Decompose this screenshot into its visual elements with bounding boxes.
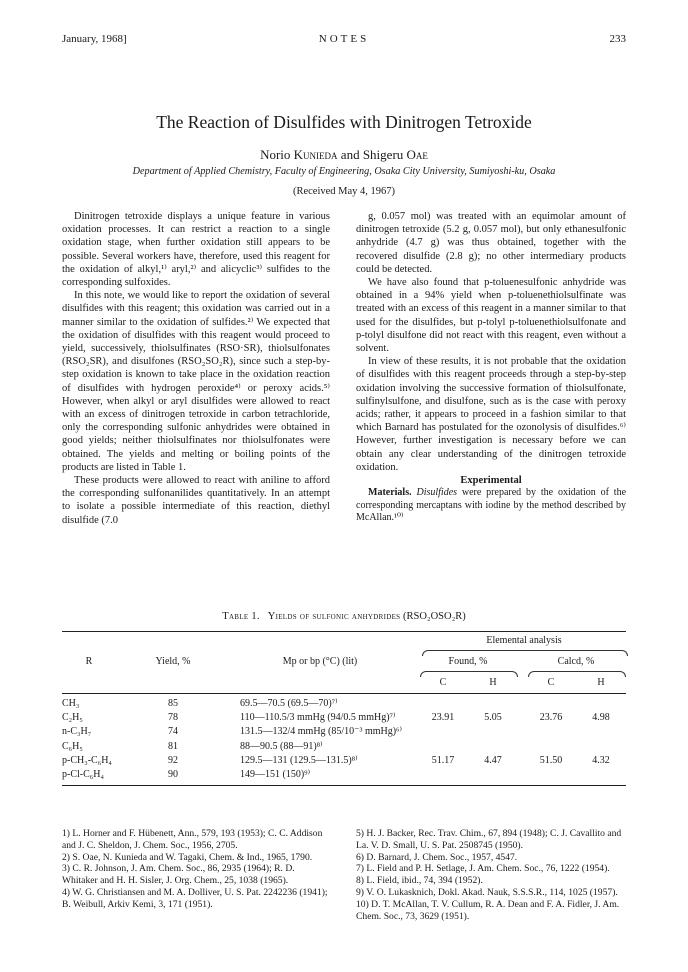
body-column-right [356, 210, 626, 525]
author1-first: Norio [260, 147, 291, 162]
materials-label: Materials. [368, 487, 412, 499]
author2-first: Shigeru [362, 147, 404, 162]
footnote: 9) V. O. Lukasknich, Dokl. Akad. Nauk, S.S.S.R., 114, 1025 (1957). [356, 886, 618, 898]
header-elemental-analysis: Elemental analysis [486, 635, 562, 646]
body-paragraph: In view of these results, it is not probable that the oxidation of disulfides with this reagent proceeds through a step-by-step oxidation involving the successive formation of thiolsulfonate, sulfinylsulfone, and disulfone, such as is the case with peroxy acids; rather, it appears to proceed in a fashion similar to that which Barnard has postulated for the ozonolysis of disulfides.⁶⁾ However, further investigation is necessary before we can obtain any clear understanding of the dinitrogen tetroxide oxidation. [356, 356, 626, 473]
header-found-c: C [439, 677, 447, 688]
table-cell-ch: 4.98 [592, 712, 610, 724]
table-cell-fc: 23.91 [431, 712, 455, 724]
footnote: 1) L. Horner and F. Hübenett, Ann., 579, 193 (1953); C. C. Addison and J. C. Sheldon, J. Chem. Soc., 1956, 2705. [62, 828, 323, 851]
table-cell-mp: 110—110.5/3 mmHg (94/0.5 mmHg)⁷⁾ [240, 712, 396, 724]
footnote: 2) S. Oae, N. Kunieda and W. Tagaki, Chem. & Ind., 1965, 1790. [62, 851, 313, 863]
header-found-h: H [489, 677, 497, 688]
table-caption-formula: (RSO₂OSO₂R) [403, 611, 466, 622]
footnote: 3) C. R. Johnson, J. Am. Chem. Soc., 86, 2935 (1964); R. D. Whitaker and H. H. Sisler, J. Org. Chem., 25, 1038 (1965). [62, 863, 295, 887]
header-r: R [85, 656, 93, 667]
table-header-rule [62, 693, 626, 694]
table-cell-yield: 81 [168, 740, 178, 752]
footnote: 10) D. T. McAllan, T. V. Cullum, R. A. Dean and F. A. Fidler, J. Am. Chem. Soc., 73, 3629 (1951). [356, 898, 620, 922]
body-column-left [62, 210, 330, 527]
table-top-rule [62, 631, 626, 632]
table-cell-fh: 5.05 [484, 712, 502, 724]
table-cell-cc: 51.50 [539, 754, 563, 766]
table-caption-title: Yields of sulfonic anhydrides [267, 611, 401, 622]
author-line [0, 147, 688, 163]
footnote: 4) W. G. Christiansen and M. A. Dolliver, U. S. Pat. 2242236 (1941); B. Weibull, Arkiv Kemi, 3, 171 (1951). [62, 886, 328, 910]
header-section: NOTES [318, 33, 370, 45]
table-cell-r: CH₃ [62, 698, 80, 709]
header-found: Found, % [448, 656, 488, 667]
table-cell-r: p-Cl-C₆H₄ [62, 769, 104, 780]
header-page-number: 233 [609, 33, 626, 45]
table-cell-mp: 69.5—70.5 (69.5—70)⁷⁾ [240, 698, 338, 709]
header-date: January, 1968] [62, 33, 127, 45]
footnote: 5) H. J. Backer, Rec. Trav. Chim., 67, 894 (1948); C. J. Cavallito and La. V. D. Small, U. S. Pat. 2508745 (1950). [356, 828, 622, 851]
body-paragraph: g, 0.057 mol) was treated with an equimolar amount of dinitrogen tetroxide (5.2 g, 0.057 mol), but only ethanesulfonic anhydride (4.7 g) was thus obtained, together with the recovered disulfide (2.8 g); no other intermediary products could be detected. [356, 211, 626, 275]
header-mp: Mp or bp (°C) (lit) [282, 656, 358, 667]
table-cell-yield: 74 [168, 726, 178, 738]
table-cell-mp: 129.5—131 (129.5—131.5)⁸⁾ [240, 754, 358, 766]
body-paragraph: In this note, we would like to report the oxidation of several disulfides with this reagent; this oxidation was carried out in a manner similar to the oxidation of sulfides.²⁾ We expected that the oxidation of disulfides with this reagent would proceed to yield, successively, thiolsulfinates (RSO·SR), thiolsulfonates (RSO₂SR), and disulfones (RSO₂SO₂R), since such a step-by-step oxidation is known to take place in the oxidation reaction of disulfides with hydrogen peroxide⁴⁾ or peroxy acids.⁵⁾ However, when alkyl or aryl disulfides were allowed to react with an excess of dinitrogen tetroxide in carbon tetrachloride, only the corresponding sulfonic anhydrides were obtained in good yields; neither thiolsulfinates nor thiolsulfonates were obtained. The yields and melting or boiling points of the products are listed in Table 1. [62, 290, 330, 473]
affiliation: Department of Applied Chemistry, Faculty of Engineering, Osaka City University, Sumiyoshi-ku, Osaka [132, 166, 556, 177]
running-header [62, 33, 626, 49]
table-cell-r: n-C₃H₇ [62, 726, 92, 738]
footnote: 7) L. Field and P. H. Setlage, J. Am. Chem. Soc., 76, 1222 (1954). [356, 863, 610, 875]
table-cell-yield: 92 [168, 754, 178, 766]
table-caption [0, 611, 688, 622]
body-paragraph: These products were allowed to react with aniline to afford the corresponding sulfonanilides quantitatively. In an attempt to isolate a possible intermediate of this reaction, diethyl disulfide (7.0 [62, 475, 330, 526]
table-cell-mp: 149—151 (150)⁹⁾ [240, 769, 311, 780]
received-date: (Received May 4, 1967) [292, 186, 396, 197]
table-bottom-rule [62, 785, 626, 786]
table-caption-label: Table 1. [222, 611, 260, 622]
table-cell-mp: 88—90.5 (88—91)⁸⁾ [240, 740, 323, 752]
header-calcd: Calcd, % [557, 656, 595, 667]
materials-paragraph [356, 487, 626, 525]
header-calcd-h: H [597, 677, 605, 688]
footnotes-left [62, 828, 332, 911]
author2-last: Oae [406, 147, 428, 162]
materials-italic: Disulfides [416, 487, 458, 499]
table-cell-r: C₆H₅ [62, 740, 83, 752]
footnote: 8) L. Field, ibid., 74, 394 (1952). [356, 875, 483, 887]
table-cell-r: p-CH₃-C₆H₄ [62, 754, 112, 766]
table-cell-yield: 85 [168, 698, 178, 709]
header-yield: Yield, % [155, 656, 191, 667]
footnotes-right [356, 828, 626, 922]
table-cell-mp: 131.5—132/4 mmHg (85/10⁻³ mmHg)⁶⁾ [240, 726, 402, 738]
table-cell-ch: 4.32 [592, 754, 610, 766]
table-cell-fc: 51.17 [431, 754, 455, 766]
header-calcd-c: C [547, 677, 555, 688]
experimental-heading: Experimental [460, 475, 522, 487]
footnote: 6) D. Barnard, J. Chem. Soc., 1957, 4547. [356, 851, 518, 863]
article-title: The Reaction of Disulfides with Dinitrogen Tetroxide [156, 112, 532, 132]
author-and: and [340, 147, 360, 162]
table-cell-yield: 78 [168, 712, 178, 724]
body-paragraph: Dinitrogen tetroxide displays a unique feature in various oxidation processes. It can restrict a reaction to a single oxidation stage, when further oxidation still appears to be possible. Several workers have, therefore, used this reagent for the oxidation of alkyl,¹⁾ aryl,²⁾ and alicyclic³⁾ sulfides to the corresponding sulfoxides. [62, 211, 330, 289]
table-cell-yield: 90 [168, 769, 178, 780]
materials-text: were prepared by the oxidation of the corresponding mercaptans with iodine by the method described by McAllan.¹⁰⁾ [356, 487, 627, 524]
table-cell-cc: 23.76 [539, 712, 563, 724]
body-paragraph: We have also found that p-toluenesulfonic anhydride was obtained in a 94% yield when p-toluenethiolsulfinate was treated with an excess of this reagent in a manner similar to that used for the disulfides, but p-tolyl p-toluenethiolsulfonate and p-tolyl disulfone did not react with this reagent, even without a solvent. [356, 277, 626, 355]
table-cell-r: C₂H₅ [62, 712, 83, 724]
author1-last: Kunieda [293, 147, 338, 162]
table-cell-fh: 4.47 [484, 754, 502, 766]
